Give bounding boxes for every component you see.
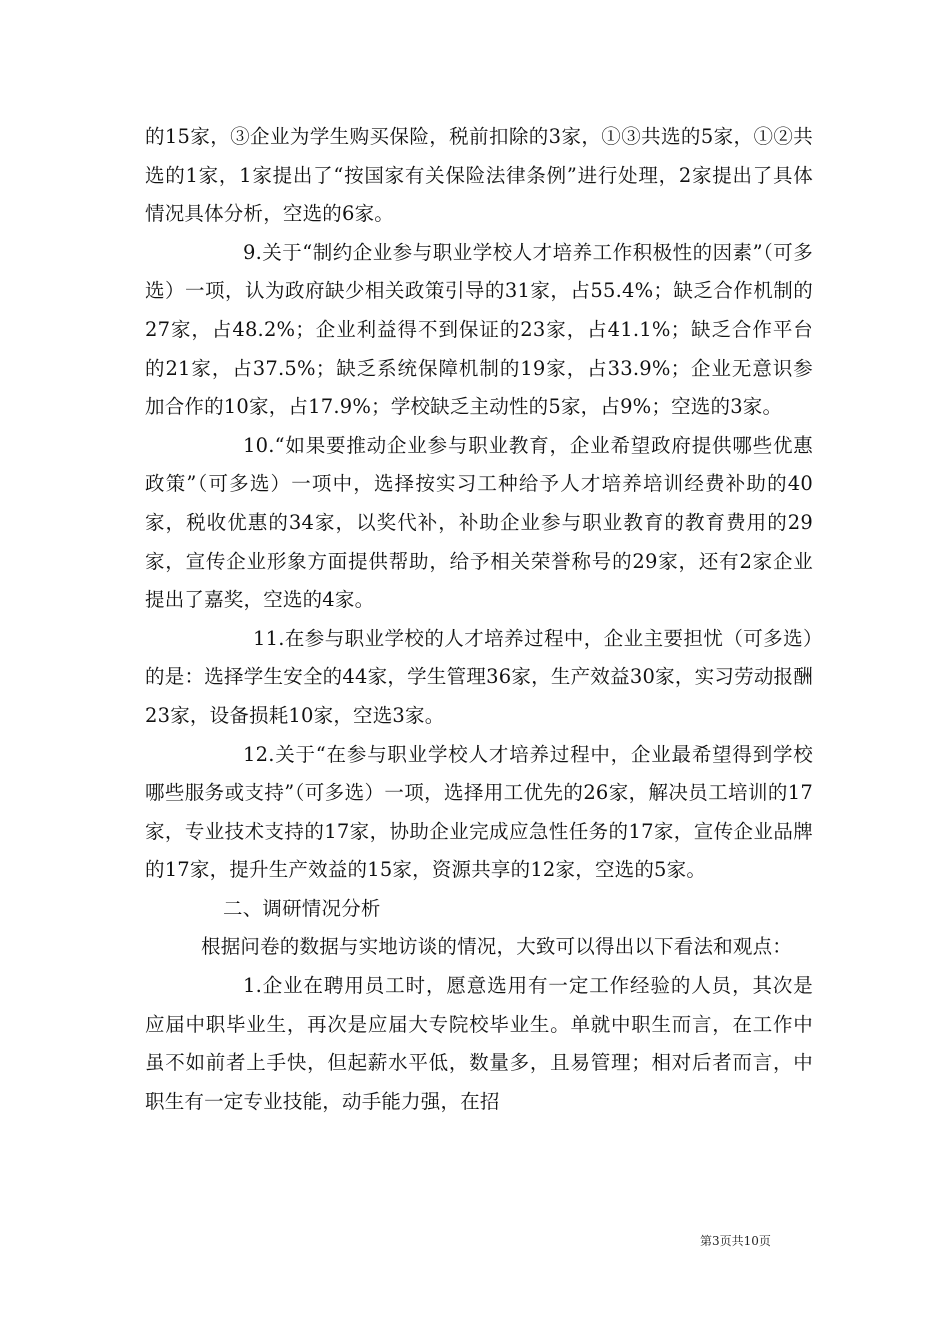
paragraph-item-11: 11.在参与职业学校的人才培养过程中，企业主要担忧（可多选）的是：选择学生安全的44家，学生管理36家，生产效益30家，实习劳动报酬23家，设备损耗10家，空选3家。 xyxy=(145,626,813,727)
page-number-footer: 第3页共10页 xyxy=(700,1234,771,1248)
document-body xyxy=(145,118,813,1121)
section-heading-analysis: 二、调研情况分析 xyxy=(223,896,381,920)
paragraph-insurance-continued: 的15家，③企业为学生购买保险，税前扣除的3家，①③共选的5家，①②共选的1家，1家提出了“按国家有关保险法律条例”进行处理，2家提出了具体情况具体分析，空选的6家。 xyxy=(145,125,813,226)
paragraph-analysis-point-1: 1.企业在聘用员工时，愿意选用有一定工作经验的人员，其次是应届中职毕业生，再次是应届大专院校毕业生。单就中职生而言，在工作中虽不如前者上手快，但起薪水平低，数量多，且易管理；相对后者而言，中职生有一定专业技能，动手能力强，在招 xyxy=(145,974,813,1113)
paragraph-analysis-intro: 根据问卷的数据与实地访谈的情况，大致可以得出以下看法和观点： xyxy=(201,935,793,959)
paragraph-item-9: 9.关于“制约企业参与职业学校人才培养工作积极性的因素”（可多选）一项，认为政府缺少相关政策引导的31家，占55.4%；缺乏合作机制的27家，占48.2%；企业利益得不到保证的23家，占41.1%；缺乏合作平台的21家，占37.5%；缺乏系统保障机制的19家，占33.9%；企业无意识参加合作的10家，占17.9%；学校缺乏主动性的5家，占9%；空选的3家。 xyxy=(145,240,813,419)
paragraph-item-10: 10.“如果要推动企业参与职业教育，企业希望政府提供哪些优惠政策”（可多选）一项中，选择按实习工种给予人才培养培训经费补助的40家，税收优惠的34家，以奖代补，补助企业参与职业教育的教育费用的29家，宣传企业形象方面提供帮助，给予相关荣誉称号的29家，还有2家企业提出了嘉奖，空选的4家。 xyxy=(145,433,813,612)
paragraph-item-12: 12.关于“在参与职业学校人才培养过程中，企业最希望得到学校哪些服务或支持”（可多选）一项，选择用工优先的26家，解决员工培训的17家，专业技术支持的17家，协助企业完成应急性任务的17家，宣传企业品牌的17家，提升生产效益的15家，资源共享的12家，空选的5家。 xyxy=(145,742,813,882)
